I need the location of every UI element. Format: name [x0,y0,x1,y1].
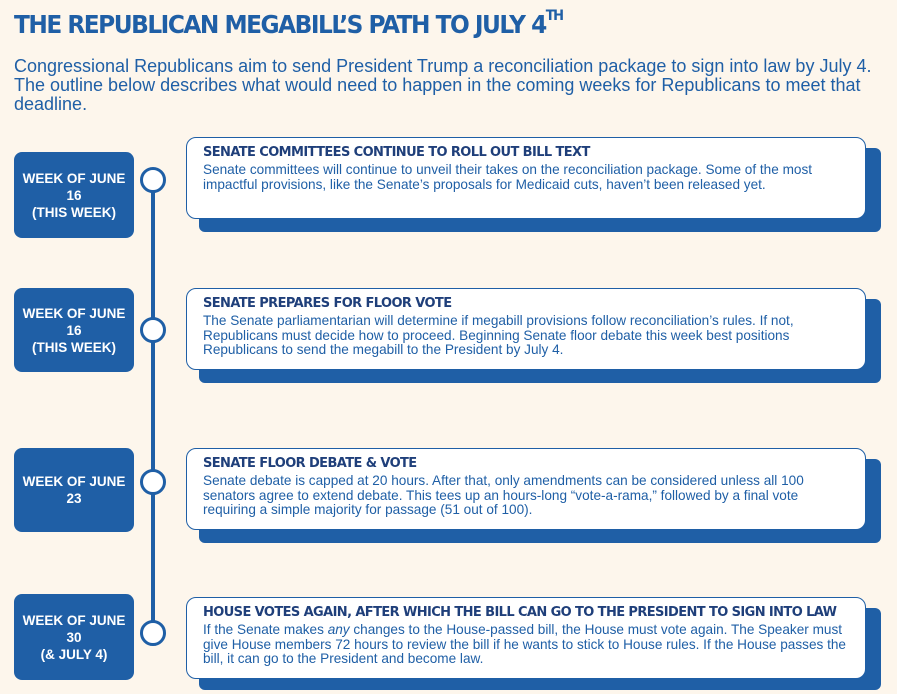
timeline-node-3 [140,469,166,495]
week-label-2 [14,288,134,372]
timeline-card-1 [186,137,866,219]
week-label-1-line2: (THIS WEEK) [32,204,116,220]
title-text: THE REPUBLICAN MEGABILL’S PATH TO JULY 4 [14,10,546,39]
week-label-2-line2: (THIS WEEK) [32,339,116,355]
timeline-node-2 [140,317,166,343]
card-body-4 [203,623,851,667]
week-label-4-line2: (& JULY 4) [40,646,108,662]
page-title [14,7,563,39]
title-superscript: TH [545,7,563,24]
card-body-4-part2: changes to the House-passed bill, the House must vote again. The Speaker must give House members 72 hours to review the bill if he wants to stick to House rules. If the House passes the bill, it can go to the President and become law. [203,622,846,667]
card-title-4: HOUSE VOTES AGAIN, AFTER WHICH THE BILL CAN GO TO THE PRESIDENT TO SIGN INTO LAW [203,605,837,620]
card-body-3: Senate debate is capped at 20 hours. After that, only amendments can be considered unless all 100 senators agree to extend debate. This tees up an hours-long “vote-a-rama,” followed by a final vote requiring a simple majority for passage (51 out of 100). [203,473,804,518]
timeline-node-4 [140,620,166,646]
week-label-3 [14,448,134,532]
week-label-4 [14,594,134,680]
card-title-1: SENATE COMMITTEES CONTINUE TO ROLL OUT BILL TEXT [203,145,590,160]
card-body-4-emphasis: any [327,622,350,637]
week-label-2-line1: WEEK OF JUNE 16 [22,305,126,338]
timeline-card-4 [186,597,866,679]
timeline-node-1 [140,167,166,193]
card-title-2: SENATE PREPARES FOR FLOOR VOTE [203,296,452,311]
week-label-1-line1: WEEK OF JUNE 16 [22,170,126,203]
timeline-card-2 [186,288,866,370]
card-body-4-part1: If the Senate makes [203,622,328,637]
card-body-1: Senate committees will continue to unveil their takes on the reconciliation package. Some of the most impactful provisions, like the Senate’s proposals for Medicaid cuts, haven’t been released yet. [203,162,813,192]
page-subtitle: Congressional Republicans aim to send President Trump a reconciliation package to sign into law by July 4. The outline below describes what would need to happen in the coming weeks for Republicans to meet that deadline. [14,56,872,114]
timeline-line [151,178,155,632]
timeline-card-3 [186,448,866,530]
card-body-2: The Senate parliamentarian will determine if megabill provisions follow reconciliation’s rules. If not, Republicans must decide how to proceed. Beginning Senate floor debate this week best positions Republicans to send the megabill to the President by July 4. [203,313,794,358]
week-label-1 [14,152,134,238]
week-label-3-line1: WEEK OF JUNE 23 [22,474,126,506]
card-title-3: SENATE FLOOR DEBATE & VOTE [203,456,417,471]
week-label-4-line1: WEEK OF JUNE 30 [22,612,126,645]
